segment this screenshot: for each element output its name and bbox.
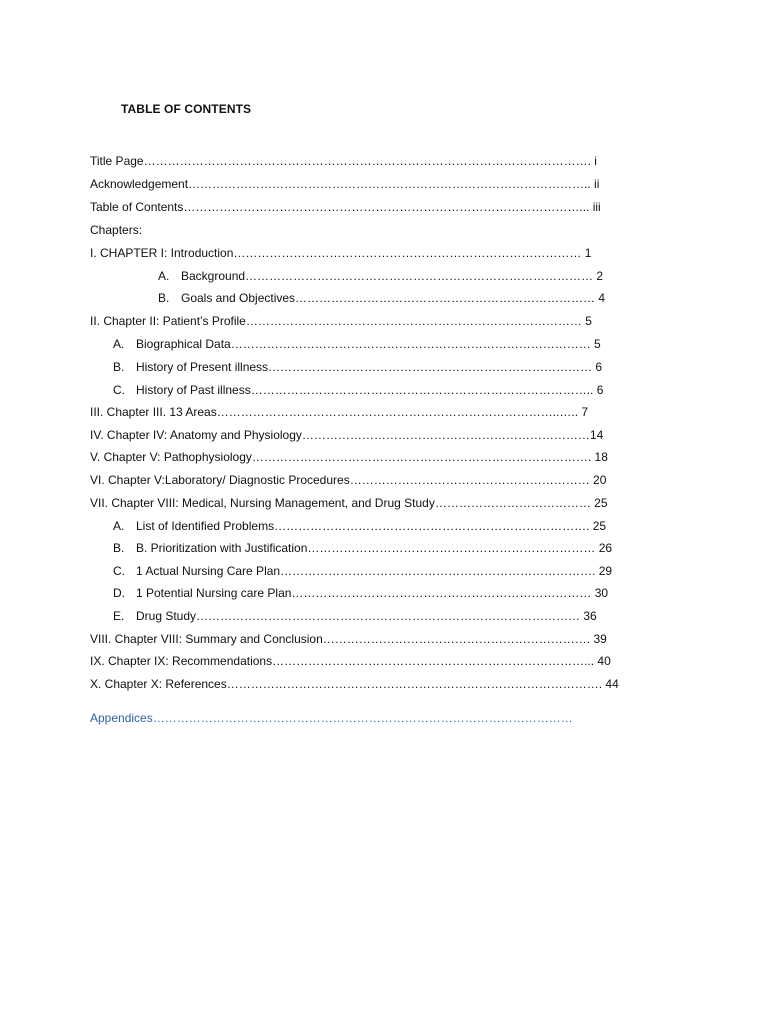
toc-entry-chapter-7-c	[113, 562, 612, 580]
entry-text: III. Chapter III. 13 Areas…………………………………………………………………………..….. 7	[90, 405, 589, 419]
toc-entry-acknowledgement	[90, 175, 599, 193]
entry-text: History of Present illness……………………………………………………………………… 6	[136, 360, 603, 374]
toc-entry-chapter-4	[90, 426, 603, 444]
list-marker: B.	[113, 360, 125, 374]
toc-entry-chapter-7	[90, 494, 608, 512]
entry-text: VIII. Chapter VIII: Summary and Conclusion…………………………………………………………. 39	[90, 632, 607, 646]
entry-text: I. CHAPTER I: Introduction…………………………………………………………………………… 1	[90, 246, 592, 260]
toc-entry-chapter-1-a	[158, 267, 603, 285]
toc-entry-chapter-7-a	[113, 517, 606, 535]
toc-entry-chapter-2-a	[113, 335, 601, 353]
entry-text: VI. Chapter V:Laboratory/ Diagnostic Procedures…………………………………………………… 20	[90, 473, 607, 487]
toc-entry-chapter-1-b	[158, 289, 605, 307]
list-marker: C.	[113, 383, 125, 397]
entry-text: 1 Actual Nursing Care Plan……………………………………………………………………. 29	[136, 564, 613, 578]
entry-text: Title Page…………………………………………………………………………………………………. i	[90, 154, 597, 168]
list-marker: A.	[158, 269, 170, 283]
list-marker: E.	[113, 609, 125, 623]
entry-text: II. Chapter II: Patient’s Profile………………………………………………………………………… 5	[90, 314, 592, 328]
list-marker: A.	[113, 519, 125, 533]
entry-text: Biographical Data……………………………………………………………………………… 5	[136, 337, 601, 351]
toc-entry-chapter-7-e	[113, 607, 597, 625]
toc-entry-chapter-1	[90, 244, 591, 262]
toc-entry-chapter-8	[90, 630, 607, 648]
list-marker: D.	[113, 586, 125, 600]
entry-text: 1 Potential Nursing care Plan………………………………………………………………… 30	[136, 586, 609, 600]
entry-text: Background…………………………………………………………………………… 2	[181, 269, 604, 283]
entry-text: B. Prioritization with Justification……………………………………………………………… 26	[136, 541, 613, 555]
toc-title: TABLE OF CONTENTS	[121, 102, 252, 116]
toc-entry-chapter-9	[90, 652, 611, 670]
list-marker: A.	[113, 337, 125, 351]
toc-entry-chapter-7-b	[113, 539, 612, 557]
toc-entry-chapter-2-b	[113, 358, 602, 376]
toc-entry-chapter-2-c	[113, 381, 603, 399]
entry-text: IV. Chapter IV: Anatomy and Physiology………………………………………………………………14	[90, 428, 604, 442]
entry-text: Table of Contents………………………………………………………………………………………... iii	[90, 200, 601, 214]
entry-text: Acknowledgement……………………………………………………………………………………….. ii	[90, 177, 600, 191]
list-marker: C.	[113, 564, 125, 578]
appendices-link[interactable]: Appendices……………………………………………………………………………………………	[90, 711, 573, 725]
entry-text: Drug Study…………………………………………………………………………………… 36	[136, 609, 597, 623]
toc-entry-chapter-3	[90, 403, 588, 421]
entry-text: V. Chapter V: Pathophysiology…………………………………………………………………………. 18	[90, 450, 608, 464]
toc-entry-chapter-10	[90, 675, 619, 693]
list-marker: B.	[113, 541, 125, 555]
chapters-label: Chapters:	[90, 223, 143, 237]
entry-text: IX. Chapter IX: Recommendations……………………………………………………………………... 40	[90, 654, 611, 668]
toc-entry-chapter-2	[90, 312, 592, 330]
toc-entry-chapter-6	[90, 471, 606, 489]
toc-entry-title-page	[90, 152, 597, 170]
entry-text: History of Past illness………………………………………………………………………….. 6	[136, 383, 604, 397]
list-marker: B.	[158, 291, 170, 305]
entry-text: Goals and Objectives………………………………………………………………… 4	[181, 291, 606, 305]
toc-entry-chapter-7-d	[113, 584, 608, 602]
entry-text: X. Chapter X: References…………………………………………………………………………………. 44	[90, 677, 619, 691]
toc-entry-table-of-contents	[90, 198, 601, 216]
entry-text: VII. Chapter VIII: Medical, Nursing Management, and Drug Study………………………………… 25	[90, 496, 608, 510]
toc-entry-chapter-5	[90, 448, 608, 466]
entry-text: List of Identified Problems……………………………………………………………………. 25	[136, 519, 607, 533]
